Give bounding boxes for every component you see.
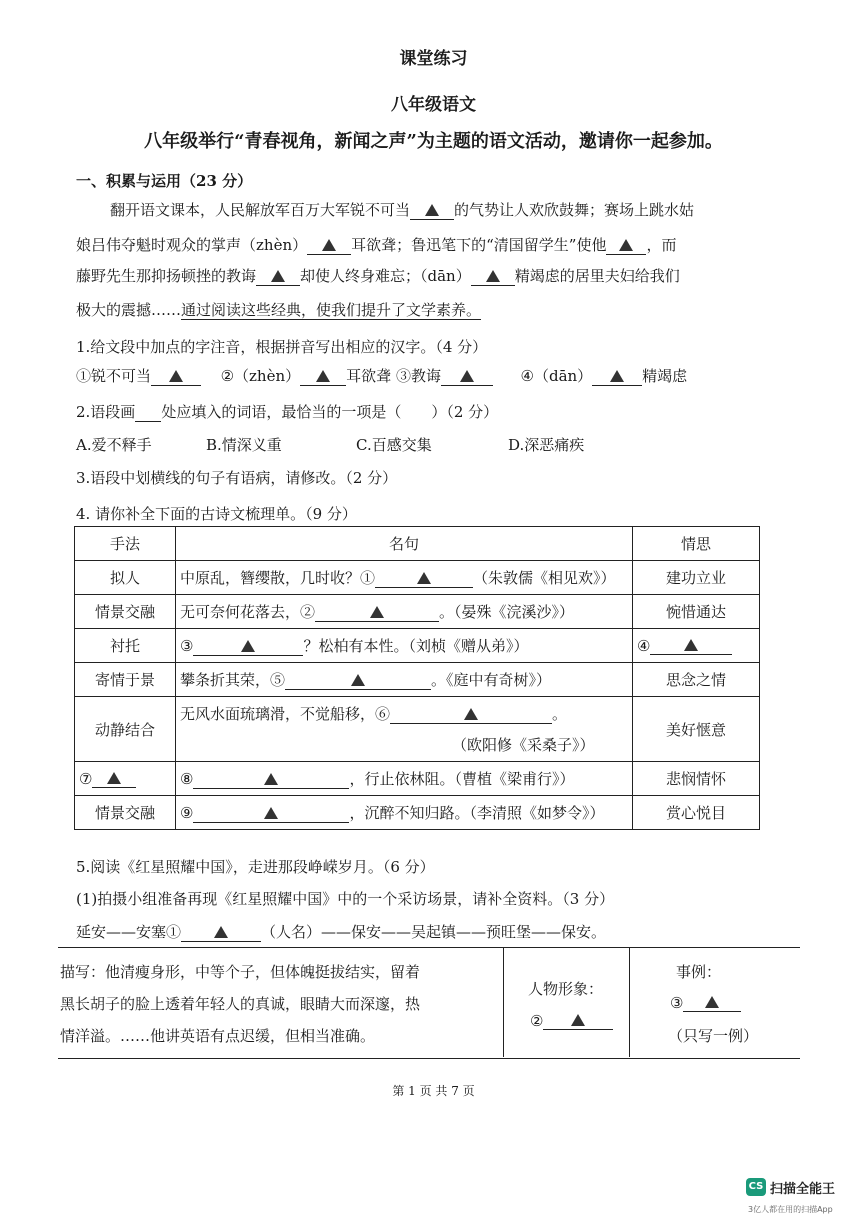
poetry-table <box>74 526 760 830</box>
scanner-app-name: 扫描全能王 <box>770 1182 836 1197</box>
table-row <box>75 595 760 629</box>
page-subtitle: 八年级语文 <box>391 95 476 115</box>
triangle-icon <box>425 204 439 216</box>
scanner-tagline: 3亿人都在用的扫描App <box>748 1205 833 1214</box>
route-line <box>76 921 606 942</box>
triangle-icon <box>486 270 500 282</box>
example-answer: ③ <box>670 993 741 1012</box>
method-cell: 衬托 <box>75 629 176 663</box>
passage-text: 精竭虑的居里夫妇给我们 <box>514 267 680 285</box>
example-note: （只写一例） <box>668 1027 759 1045</box>
triangle-icon <box>460 370 474 382</box>
answer-blank[interactable] <box>441 367 493 386</box>
description-line: 情洋溢。……他讲英语有点迟缓，但相当准确。 <box>60 1027 376 1045</box>
answer-blank[interactable] <box>471 267 515 286</box>
quote-cell: 中原乱，簪缨散，几时收？① （朱敦儒《相见欢》） <box>176 561 633 595</box>
emotion-cell: 悲悯情怀 <box>633 762 760 796</box>
q2-option-d[interactable]: D.深恶痛疾 <box>508 436 585 454</box>
q2-stem-b: 处应填入的词语，最恰当的一项是（ ）（2 分） <box>161 403 499 421</box>
emotion-cell: 惋惜通达 <box>633 595 760 629</box>
answer-blank[interactable] <box>307 236 351 255</box>
passage-text: 藤野先生那抑扬顿挫的教诲 <box>76 267 257 285</box>
method-cell: 情景交融 <box>75 796 176 830</box>
passage-text: 极大的震撼…… <box>76 301 182 319</box>
table-header: 手法 <box>75 527 176 561</box>
passage-line-4 <box>76 299 481 320</box>
method-cell: ⑦ <box>75 762 176 796</box>
passage-line-3 <box>76 265 680 286</box>
table-header-row <box>75 527 760 561</box>
answer-blank[interactable] <box>193 770 349 789</box>
quote-cell: 无可奈何花落去，② 。（晏殊《浣溪沙》） <box>176 595 633 629</box>
section-heading: 一、积累与运用（23 分） <box>76 172 253 190</box>
quote-cell: ③ ？松柏有本性。（刘桢《赠从弟》） <box>176 629 633 663</box>
question-4-stem: 4. 请你补全下面的古诗文梳理单。（9 分） <box>76 505 357 523</box>
emotion-cell: 赏心悦目 <box>633 796 760 830</box>
question-2-stem <box>76 401 498 422</box>
emotion-cell: 思念之情 <box>633 663 760 697</box>
triangle-icon <box>271 270 285 282</box>
quote-cell: 无风水面琉璃滑，不觉船移，⑥ 。 （欧阳修《采桑子》） <box>176 697 633 762</box>
q1-item-b-after: 耳欲聋 <box>346 367 392 385</box>
description-line: 描写：他清瘦身形，中等个子，但体魄挺拔结实，留着 <box>60 963 421 981</box>
passage-line-2 <box>76 234 676 255</box>
answer-blank[interactable] <box>193 637 303 656</box>
passage-text: 的气势让人欢欣鼓舞；赛场上跳水姑 <box>454 201 695 219</box>
quote-cell: 攀条折其荣，⑤ 。《庭中有奇树》） <box>176 663 633 697</box>
answer-blank <box>135 407 161 422</box>
triangle-icon <box>370 606 384 618</box>
question-1-answers <box>76 365 687 386</box>
answer-blank[interactable] <box>181 923 261 942</box>
table-row <box>75 762 760 796</box>
triangle-icon <box>241 640 255 652</box>
triangle-icon <box>610 370 624 382</box>
triangle-icon <box>316 370 330 382</box>
answer-blank[interactable] <box>410 201 454 220</box>
table-row <box>75 697 760 762</box>
triangle-icon <box>571 1014 585 1026</box>
route-text: （人名）——保安——吴起镇——预旺堡——保安。 <box>261 923 607 941</box>
emotion-cell: ④ <box>633 629 760 663</box>
method-cell: 拟人 <box>75 561 176 595</box>
quote-cell: ⑧ ，行止依林阻。（曹植《梁甫行》） <box>176 762 633 796</box>
method-cell: 动静结合 <box>75 697 176 762</box>
passage-line-1 <box>110 199 694 220</box>
emotion-cell: 美好惬意 <box>633 697 760 762</box>
activity-intro: 八年级举行“青春视角，新闻之声”为主题的语文活动，邀请你一起参加。 <box>144 131 723 152</box>
box-divider <box>503 947 504 1057</box>
question-5-stem: 5.阅读《红星照耀中国》，走进那段峥嵘岁月。（6 分） <box>76 858 435 876</box>
answer-blank[interactable] <box>592 367 642 386</box>
answer-blank[interactable] <box>650 636 732 655</box>
image-label: 人物形象： <box>528 980 604 998</box>
table-row <box>75 663 760 697</box>
question-3-stem: 3.语段中划横线的句子有语病，请修改。（2 分） <box>76 469 398 487</box>
emotion-cell: 建功立业 <box>633 561 760 595</box>
scanner-logo-icon: CS <box>746 1178 766 1196</box>
q1-item-d-after: 精竭虑 <box>642 367 688 385</box>
method-cell: 寄情于景 <box>75 663 176 697</box>
triangle-icon <box>214 926 228 938</box>
method-cell: 情景交融 <box>75 595 176 629</box>
passage-text: 却使人终身难忘；（dān） <box>300 267 471 285</box>
example-label: 事例： <box>676 963 722 981</box>
answer-blank[interactable] <box>683 993 741 1012</box>
triangle-icon <box>705 996 719 1008</box>
answer-blank[interactable] <box>543 1011 613 1030</box>
triangle-icon <box>619 239 633 251</box>
triangle-icon <box>264 773 278 785</box>
passage-text: 耳欲聋；鲁迅笔下的“清国留学生”使他 <box>351 236 607 254</box>
triangle-icon <box>464 708 478 720</box>
answer-blank[interactable] <box>375 569 473 588</box>
table-header: 情思 <box>633 527 760 561</box>
route-text: 延安——安塞① <box>76 923 182 941</box>
triangle-icon <box>264 807 278 819</box>
question-1-stem: 1.给文段中加点的字注音，根据拼音写出相应的汉字。（4 分） <box>76 338 488 356</box>
passage-text: 娘吕伟夺魁时观众的掌声（zhèn） <box>76 236 308 254</box>
table-row <box>75 796 760 830</box>
quote-source: （欧阳修《采桑子》） <box>452 736 595 754</box>
underlined-sentence: 通过阅读这些经典，使我们提升了文学素养。 <box>181 301 482 319</box>
passage-text: 翻开语文课本，人民解放军百万大军锐不可当 <box>110 201 411 219</box>
answer-blank[interactable] <box>193 804 349 823</box>
answer-blank[interactable] <box>285 671 431 690</box>
answer-blank[interactable] <box>390 705 552 724</box>
q2-stem-a: 2.语段画 <box>76 403 136 421</box>
q1-item-c: ③教诲 <box>395 367 441 385</box>
q1-item-b: ②（zhèn） <box>220 367 301 385</box>
q2-option-c[interactable]: C.百感交集 <box>356 436 432 454</box>
answer-blank[interactable] <box>300 367 346 386</box>
triangle-icon <box>684 639 698 651</box>
page-title: 课堂练习 <box>399 49 468 69</box>
page-number: 第 1 页 共 7 页 <box>392 1084 475 1098</box>
quote-cell: ⑨ ，沉醉不知归路。（李清照《如梦令》） <box>176 796 633 830</box>
q2-option-a[interactable]: A.爱不释手 <box>76 436 152 454</box>
q1-item-d: ④（dān） <box>520 367 593 385</box>
answer-blank[interactable] <box>315 603 439 622</box>
triangle-icon <box>169 370 183 382</box>
passage-text: ，而 <box>646 236 677 254</box>
answer-blank[interactable] <box>606 236 646 255</box>
answer-blank[interactable] <box>256 267 300 286</box>
triangle-icon <box>417 572 431 584</box>
table-header: 名句 <box>176 527 633 561</box>
triangle-icon <box>322 239 336 251</box>
table-row <box>75 629 760 663</box>
description-line: 黑长胡子的脸上透着年轻人的真诚，眼睛大而深邃，热 <box>60 995 421 1013</box>
q1-item-a: ①锐不可当 <box>76 367 152 385</box>
triangle-icon <box>351 674 365 686</box>
question-5-sub1: (1)拍摄小组准备再现《红星照耀中国》中的一个采访场景，请补全资料。（3 分） <box>76 890 615 908</box>
triangle-icon <box>107 772 121 784</box>
image-answer: ② <box>530 1011 613 1030</box>
answer-blank[interactable] <box>92 769 136 788</box>
table-row <box>75 561 760 595</box>
q2-option-b[interactable]: B.情深义重 <box>206 436 282 454</box>
box-divider <box>629 947 630 1057</box>
answer-blank[interactable] <box>151 367 201 386</box>
